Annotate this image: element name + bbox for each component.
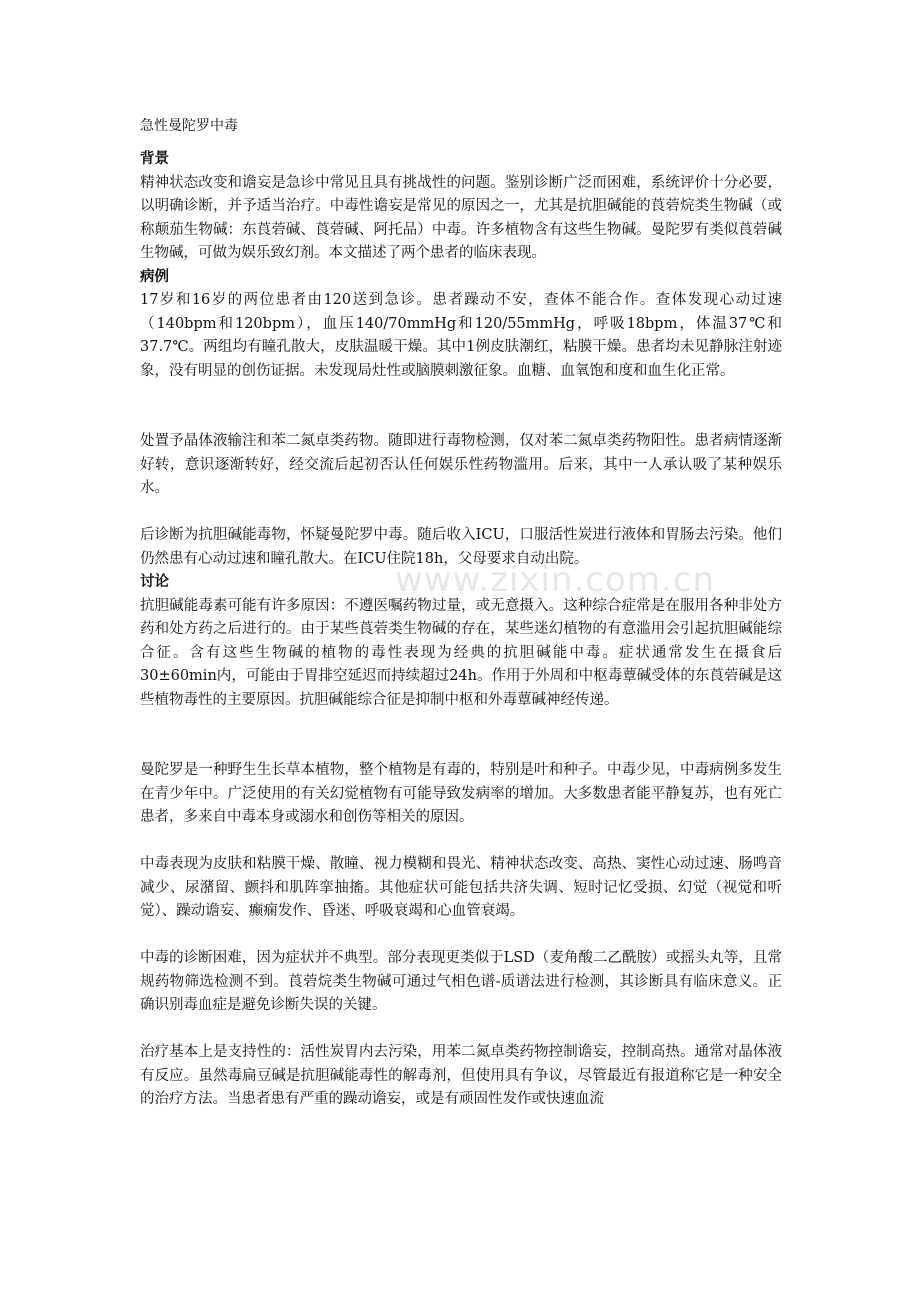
paragraph: 中毒的诊断困难，因为症状并不典型。部分表现更类似于LSD（麦角酸二乙酰胺）或摇头丸等，且常规药物筛选检测不到。莨菪烷类生物碱可通过气相色谱-质谱法进行检测，其诊断具有临床意义。正确识别毒血症是避免诊断失误的关键。 — [140, 950, 782, 1013]
section-heading-discussion: 讨论 — [140, 574, 169, 590]
paragraph: 抗胆碱能毒素可能有许多原因：不遵医嘱药物过量，或无意摄入。这种综合症常是在服用各种非处方药和处方药之后进行的。由于某些莨菪类生物碱的存在，某些迷幻植物的有意滥用会引起抗胆碱能综合征。含有这些生物碱的植物的毒性表现为经典的抗胆碱能中毒。症状通常发生在摄食后30±60min内，可能由于胃排空延迟而持续超过24h。作用于外周和中枢毒蕈碱受体的东莨菪碱是这些植物毒性的主要原因。抗胆碱能综合征是抑制中枢和外毒蕈碱神经传递。 — [140, 597, 782, 708]
paragraph: 处置予晶体液输注和苯二氮卓类药物。随即进行毒物检测，仅对苯二氮卓类药物阳性。患者病情逐渐好转，意识逐渐转好，经交流后起初否认任何娱乐性药物滥用。后来，其中一人承认吸了某种娱乐水。 — [140, 433, 782, 496]
paragraph: 治疗基本上是支持性的：活性炭胃内去污染，用苯二氮卓类药物控制谵妄，控制高热。通常对晶体液有反应。虽然毒扁豆碱是抗胆碱能毒性的解毒剂，但使用具有争议，尽管最近有报道称它是一种安全的治疗方法。当患者患有严重的躁动谵妄，或是有顽固性发作或快速血流 — [140, 1044, 782, 1107]
watermark: www.zixin.com.cn — [395, 560, 715, 600]
paragraph: 17岁和16岁的两位患者由120送到急诊。患者躁动不安，查体不能合作。查体发现心动过速（140bpm和120bpm），血压140/70mmHg和120/55mmHg，呼吸18bpm，体温37℃和37.7℃。两组均有瞳孔散大，皮肤温暖干燥。其中1例皮肤潮红，粘膜干燥。患者均未见静脉注射迹象，没有明显的创伤证据。未发现局灶性或脑膜刺激征象。血糖、血氧饱和度和血生化正常。 — [140, 292, 782, 379]
paragraph: 曼陀罗是一种野生生长草本植物，整个植物是有毒的，特别是叶和种子。中毒少见，中毒病例多发生在青少年中。广泛使用的有关幻觉植物有可能导致发病率的增加。大多数患者能平静复苏，也有死亡患者，多来自中毒本身或溺水和创伤等相关的原因。 — [140, 762, 782, 825]
document-title: 急性曼陀罗中毒 — [140, 118, 238, 134]
section-heading-case: 病例 — [140, 268, 169, 285]
document-page — [140, 114, 782, 1112]
paragraph: 后诊断为抗胆碱能毒物，怀疑曼陀罗中毒。随后收入ICU，口服活性炭进行液体和胃肠去污染。他们仍然患有心动过速和瞳孔散大。在ICU住院18h，父母要求自动出院。 — [140, 527, 782, 567]
paragraph: 中毒表现为皮肤和粘膜干燥、散瞳、视力模糊和畏光、精神状态改变、高热、窦性心动过速、肠鸣音减少、尿潴留、颤抖和肌阵挛抽搐。其他症状可能包括共济失调、短时记忆受损、幻觉（视觉和听觉）、躁动谵妄、癫痫发作、昏迷、呼吸衰竭和心血管衰竭。 — [140, 856, 782, 919]
paragraph: 精神状态改变和谵妄是急诊中常见且具有挑战性的问题。鉴别诊断广泛而困难，系统评价十分必要，以明确诊断，并予适当治疗。中毒性谵妄是常见的原因之一，尤其是抗胆碱能的莨菪烷类生物碱（或称颠茄生物碱：东莨菪碱、莨菪碱、阿托品）中毒。许多植物含有这些生物碱。曼陀罗有类似莨菪碱生物碱，可做为娱乐致幻剂。本文描述了两个患者的临床表现。 — [140, 174, 782, 261]
section-heading-background: 背景 — [140, 151, 169, 167]
